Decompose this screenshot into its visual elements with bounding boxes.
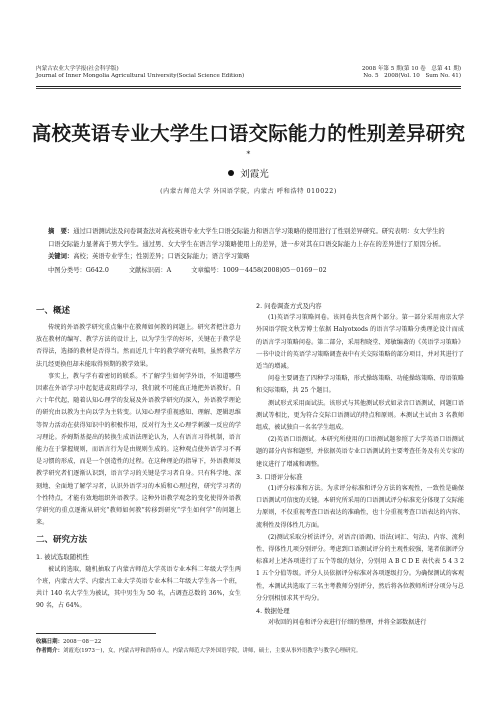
paragraph: (2)测试采取分析法评分，对语音(语调)、语法(词汇、句法)、内容、流利性、得体性几项分别评分。考虑到口语测试评分的主观性较强，笔者依据评分标准对上述各项进行了五个等级的划分，分别用 A B C D E 表代表 5 4 3 2 1 五个分值等级。评分人员依据评分标准对各项逐级打分。为确保测试的客观性，本测试共选取了三名主考教师分别评分，然后将各位教师所评分项分与总分分别相加求其平均分。 bbox=[256, 533, 464, 602]
abstract-label: 摘 要： bbox=[48, 228, 74, 235]
author-bio bbox=[36, 647, 461, 656]
paragraph: 测试形式采用面试法。该形式与其他测试形式如录音口语测试、问题口语测试等相比，更为符合交际口语测试的特点和原则。本测试主试由 3 名教师组成，被试独自一名名学生组成。 bbox=[256, 399, 464, 432]
abstract bbox=[48, 226, 449, 251]
received-value: 2008－08－22 bbox=[62, 639, 102, 645]
paragraph: 传统的外语教学研究重点集中在教师如何教的问题上。研究者把注意力放在教材的编写、教学方法的设计上，以为学生学的好坏，关键在于教学是否得法，选择的教材是否得当。然而近几十年的教学研究表明，虽然教学方法几经更换但却未能取得预期的教学效果。 bbox=[36, 324, 241, 368]
author-line bbox=[0, 166, 497, 180]
clc-number: 中图分类号：G642.0 bbox=[48, 266, 109, 274]
journal-name bbox=[36, 66, 244, 80]
keywords-text: 高校；英语专业学生；性别差异；口语交际能力；语言学习策略 bbox=[73, 253, 250, 261]
subsection-heading: 1. 被试选取随机性 bbox=[36, 553, 89, 562]
subsection-heading: 3. 口语评分标准 bbox=[256, 472, 303, 481]
paragraph: (2)英语口语测试。本研究所使用的口语测试题参照了大学英语口语测试题的部分内容和题型，并依据英语专业口语测试的主要考查任务及有关专家的建议进行了增减和调整。 bbox=[256, 436, 464, 468]
abstract-block bbox=[48, 226, 449, 277]
keywords-label: 关键词： bbox=[48, 253, 74, 261]
article-number: 文章编号：1009－4458(2008)05－0169－02 bbox=[191, 266, 327, 274]
keywords bbox=[48, 251, 449, 264]
paragraph: 被试的选取，随机抽取了内蒙古师范大学英语专业本科二年级大学生两个班，内蒙古大学、内蒙古工业大学英语专业本科二年级大学生各一个班，共计 140 名大学生为被试，其中男生为 50 名，占调查总数的 36%，女生 90 名，占 64%。 bbox=[36, 565, 241, 610]
author-affiliation: (内蒙古师范大学 外国语学院，内蒙古 呼和浩特 010022) bbox=[160, 188, 337, 195]
paper-title-text: 高校英语专业大学生口语交际能力的性别差异研究 bbox=[31, 122, 466, 145]
section-heading-methods: 二、研究方法 bbox=[36, 535, 88, 546]
issue-info bbox=[362, 66, 461, 80]
issue-cn: 2008 年第 5 期(第 10 卷 总第 41 期) bbox=[361, 66, 461, 72]
journal-name-en: Journal of Inner Mongolia Agricultural University(Social Science Edition) bbox=[36, 73, 245, 79]
left-column bbox=[36, 300, 241, 612]
author-bio-text: 刘霞光(1973－)，女，内蒙古呼和浩特市人，内蒙古师范大学外国语学院，讲师，硕士，主要从事外语教学与教学心理研究。 bbox=[62, 648, 362, 654]
header-rule bbox=[36, 86, 461, 87]
classification-line bbox=[48, 264, 449, 277]
paragraph: (1)英语学习策略问卷。该问卷共包含两个部分。第一部分采用南京大学外国语学院文秋芳博士依据 Halyotxods 的语言学习策略分类理论设计而成的语言学习策略问卷。第二部分，采用程晓堂、郑敏编著的《英语学习策略》一书中设计的英语学习策略调查表中有关交际策略的部分项目，并对其进行了适当的增减。 bbox=[256, 314, 464, 371]
author-bio-label: 作者简介： bbox=[36, 648, 63, 654]
title-footnote-mark: * bbox=[246, 149, 251, 159]
journal-name-cn: 内蒙古农业大学学报(社会科学版) bbox=[36, 66, 119, 72]
running-header bbox=[36, 66, 461, 86]
footnote-rule bbox=[36, 633, 156, 634]
bullet-icon bbox=[228, 170, 234, 176]
received-date bbox=[36, 638, 461, 647]
issue-en: No. 5 2008(Vol. 10 Sum No. 41) bbox=[363, 73, 461, 79]
header-rule-thin bbox=[36, 88, 461, 89]
paragraph: (1)评分标准和方法。为求评分标准和评分方法的客观性，一致性是确保口语测试可信度的关键。本研究所采用的口语测试评分标准充分体现了交际能力原则，不仅重视考查口语表达的准确性，也十分重视考查口语表达的内容、流利性及得体性几方面。 bbox=[256, 485, 464, 529]
author-name: 刘霞光 bbox=[240, 169, 269, 180]
document-code: 文献标识码：A bbox=[128, 266, 172, 274]
received-label: 收稿日期： bbox=[36, 639, 63, 645]
abstract-text: 通过口语测试法及问卷调查法对高校英语专业大学生口语交际能力和语言学习策略的使用进行了性别差异研究。研究表明：女大学生的口语交际能力显著高于男大学生。通过男、女大学生在语言学习策略使用上的差异，进一步对其在口语交际能力上存在的差异进行了原因分析。 bbox=[48, 228, 445, 248]
paper-title bbox=[30, 118, 467, 169]
paragraph: 问卷主要调查了四种学习策略，形式操练策略、功能操练策略、母语策略和交际策略，共 25 个题目。 bbox=[256, 375, 464, 395]
section-heading-overview: 一、概述 bbox=[36, 306, 71, 316]
footnote bbox=[36, 638, 461, 656]
paragraph: 事实上，教与学有着密切的联系。不了解学生如何学外语，不知道哪些因素在外语学习中起促进或阻碍学习，我们就不可能真正地把外语教好。自六十年代起，随着认知心理学的发展及外语教学研究的深入，外语教学理论的研究由以教为主向以学为主转变。认知心理学重视感知、理解、逻辑思维等智力活动在获得知识中的积极作用，反对行为主义心理学刺激一反应的学习理论。乔姆斯基提出的转换生成语法理论认为，人有语言习得机制，语言能力在于掌握规则，而语言行为是由规则生成的。这种观点使外语学习不再是习惯的形成，而是一个创造性的过程。在这种理论的指导下，外语教师及教学研究者们逐渐认识到，语言学习的关键是学习者自身。只有科学地、深刻地、全面地了解学习者，认识外语学习的本质和心理过程，研究学习者的个性特点，才能有效地组织外语教学。这种外语教学观念的变化使得外语教学研究的重点逐渐从研究“教师如何教”转移到研究“学生如何学”的问题上来。 bbox=[36, 372, 241, 527]
right-column bbox=[256, 300, 464, 629]
subsection-heading: 2. 问卷调查方式及内容 bbox=[256, 302, 322, 310]
subsection-heading: 4. 数据处理 bbox=[256, 607, 290, 616]
paragraph: 对收回的问卷和评分表进行仔细的整理，并将全部数据进行 bbox=[268, 619, 427, 627]
